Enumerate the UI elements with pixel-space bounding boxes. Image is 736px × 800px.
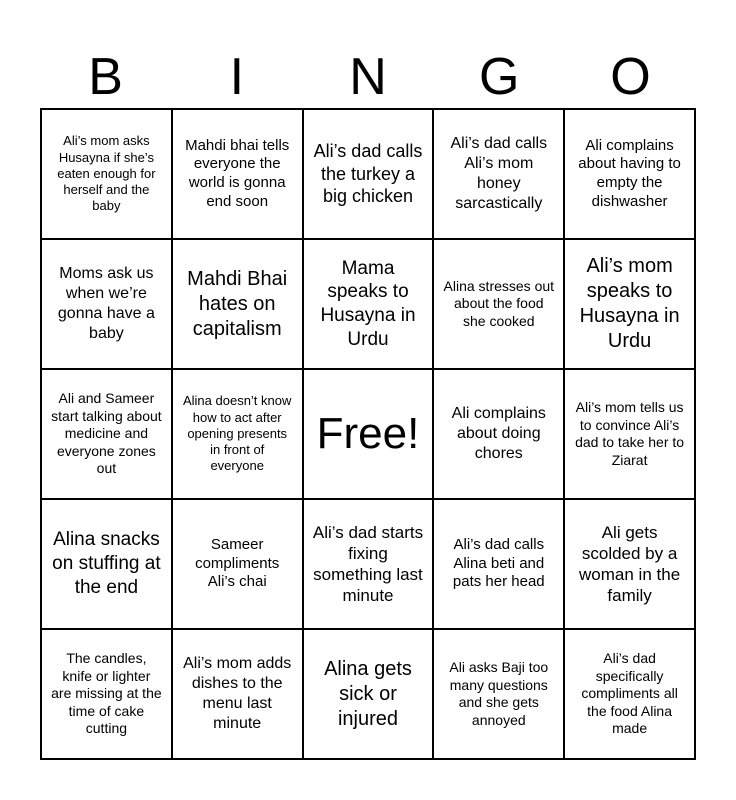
bingo-cell[interactable]: [303, 239, 434, 369]
bingo-cell-text: Ali and Sameer start talking about medicine and everyone zones out: [51, 390, 162, 477]
bingo-cell[interactable]: [41, 499, 172, 629]
bingo-cell[interactable]: [564, 369, 695, 499]
bingo-cell-text: Ali’s dad specifically compliments all the food Alina made: [581, 650, 678, 737]
title-letter-i: I: [229, 48, 245, 106]
bingo-cell-text: Sameer compliments Ali’s chai: [195, 535, 280, 591]
bingo-cell[interactable]: [433, 629, 564, 759]
bingo-cell-text: The candles, knife or lighter are missing at the time of cake cutting: [51, 650, 162, 737]
bingo-cell[interactable]: [303, 109, 434, 239]
bingo-cell-text: Alina stresses out about the food she cooked: [443, 277, 555, 329]
bingo-cell-text: Ali’s mom asks Husayna if she’s eaten enough for herself and the baby: [57, 133, 156, 214]
bingo-cell[interactable]: [303, 499, 434, 629]
bingo-cell[interactable]: [564, 109, 695, 239]
bingo-cell-text: Ali’s dad calls the turkey a big chicken: [313, 141, 423, 207]
bingo-cell[interactable]: [172, 239, 303, 369]
bingo-cell[interactable]: [41, 239, 172, 369]
bingo-cell[interactable]: [172, 369, 303, 499]
bingo-cell-text: Ali’s dad calls Ali’s mom honey sarcastically: [450, 135, 548, 212]
free-cell[interactable]: [303, 369, 434, 499]
bingo-cell[interactable]: [41, 629, 172, 759]
bingo-cell-text: Ali gets scolded by a woman in the family: [579, 522, 681, 606]
bingo-cell[interactable]: [433, 109, 564, 239]
bingo-cell[interactable]: [564, 629, 695, 759]
bingo-title: [40, 0, 696, 108]
bingo-cell[interactable]: [172, 629, 303, 759]
bingo-cell-text: Mahdi Bhai hates on capitalism: [187, 267, 288, 340]
bingo-cell[interactable]: [564, 239, 695, 369]
bingo-cell-text: Mahdi bhai tells everyone the world is gonna end soon: [185, 136, 290, 210]
bingo-cell-text: Ali complains about having to empty the dishwasher: [578, 136, 681, 210]
bingo-cell[interactable]: [172, 499, 303, 629]
bingo-cell-text: Alina snacks on stuffing at the end: [52, 529, 161, 598]
bingo-cell[interactable]: [41, 109, 172, 239]
bingo-cell[interactable]: [433, 239, 564, 369]
bingo-cell[interactable]: [303, 629, 434, 759]
bingo-cell-text: Alina gets sick or injured: [324, 657, 412, 730]
title-letter-g: G: [478, 48, 520, 106]
bingo-cell[interactable]: [564, 499, 695, 629]
bingo-cell-text: Moms ask us when we’re gonna have a baby: [57, 265, 155, 342]
title-letter-b: B: [88, 48, 123, 106]
title-letter-n: N: [349, 48, 387, 106]
bingo-cell-text: Ali’s dad starts fixing something last minute: [312, 522, 424, 606]
bingo-cell[interactable]: [433, 499, 564, 629]
title-letter-o: O: [610, 48, 651, 106]
bingo-cell[interactable]: [433, 369, 564, 499]
bingo-cell-text: Ali’s mom speaks to Husayna in Urdu: [579, 255, 680, 352]
bingo-cell-text: Mama speaks to Husayna in Urdu: [320, 257, 416, 350]
bingo-cell[interactable]: [41, 369, 172, 499]
bingo-cell-text: Free!: [316, 408, 420, 458]
bingo-cell-text: Ali complains about doing chores: [451, 405, 546, 462]
bingo-cell[interactable]: [172, 109, 303, 239]
bingo-grid: [40, 108, 696, 760]
bingo-cell-text: Ali’s dad calls Alina beti and pats her head: [452, 535, 545, 591]
bingo-cell-text: Ali’s mom adds dishes to the menu last minute: [183, 655, 292, 732]
bingo-cell-text: Ali asks Baji too many questions and she gets annoyed: [449, 659, 549, 728]
bingo-cell-text: Ali’s mom tells us to convince Ali’s dad to take her to Ziarat: [575, 399, 685, 468]
bingo-cell-text: Alina doesn’t know how to act after opening presents in front of everyone: [182, 393, 292, 474]
